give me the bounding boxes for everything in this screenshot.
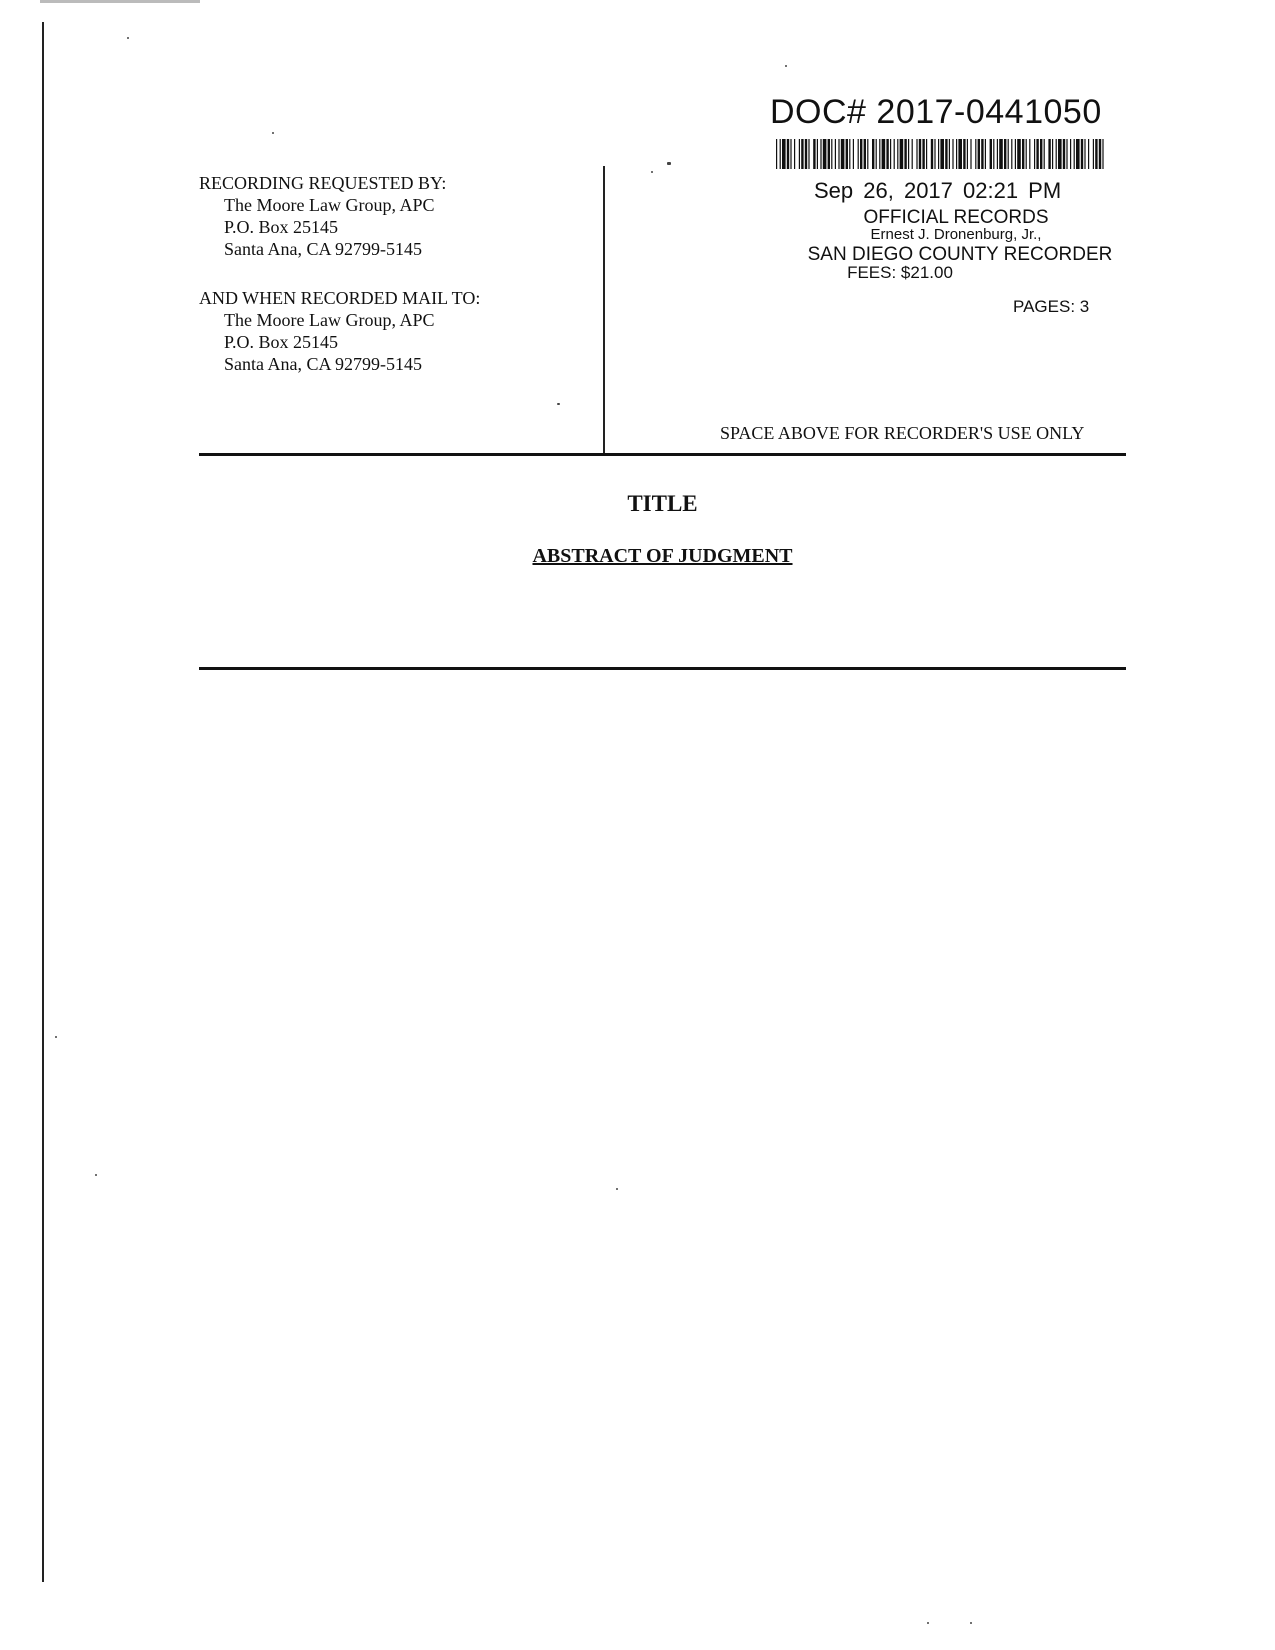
barcode-bar — [978, 139, 980, 169]
barcode-bar — [1034, 139, 1035, 169]
barcode-bar — [867, 139, 868, 169]
barcode-bar — [1102, 139, 1103, 169]
barcode-bar — [919, 139, 921, 169]
scan-speck — [127, 37, 129, 39]
scan-speck — [557, 403, 560, 405]
barcode-bar — [958, 139, 962, 169]
doc-number: DOC# 2017-0441050 — [770, 93, 1102, 131]
barcode-bar — [949, 139, 950, 169]
barcode-bar — [808, 139, 809, 169]
barcode-bar — [882, 139, 886, 169]
title-bottom-rule — [199, 667, 1126, 670]
scan-left-edge-line — [42, 22, 44, 1582]
barcode-bar — [805, 139, 807, 169]
barcode-bar — [1056, 139, 1057, 169]
recorder-space-notice: SPACE ABOVE FOR RECORDER'S USE ONLY — [720, 423, 1085, 443]
recorded-date-time: Sep 26, 2017 02:21 PM — [814, 178, 1062, 203]
barcode-bar — [1099, 139, 1101, 169]
barcode-bar — [890, 139, 891, 169]
title-top-rule — [199, 453, 1126, 456]
barcode-bar — [780, 139, 781, 169]
barcode-bar — [993, 139, 994, 169]
barcode-bar — [1048, 139, 1050, 169]
barcode-bar — [876, 139, 877, 169]
barcode-bar — [782, 139, 786, 169]
barcode-bar — [940, 139, 944, 169]
scan-edge-mark — [40, 0, 200, 3]
barcode-bar — [794, 139, 795, 169]
barcode — [776, 139, 1108, 169]
barcode-bar — [1052, 139, 1053, 169]
document-type-heading: ABSTRACT OF JUDGMENT — [532, 545, 793, 567]
barcode-bar — [1008, 139, 1009, 169]
barcode-bar — [1095, 139, 1097, 169]
mail-to-name: The Moore Law Group, APC — [224, 310, 435, 330]
barcode-bar — [879, 139, 880, 169]
barcode-bar — [831, 139, 832, 169]
barcode-bar — [934, 139, 935, 169]
barcode-bar — [894, 139, 895, 169]
barcode-bar — [813, 139, 815, 169]
scan-speck — [651, 171, 653, 173]
barcode-bar — [801, 139, 803, 169]
scan-speck — [785, 65, 787, 67]
barcode-bar — [963, 139, 965, 169]
barcode-bar — [970, 139, 971, 169]
barcode-bar — [1070, 139, 1071, 169]
scan-speck — [970, 1622, 972, 1624]
barcode-bar — [1011, 139, 1012, 169]
barcode-bar — [817, 139, 818, 169]
barcode-bar — [1084, 139, 1085, 169]
barcode-bar — [1063, 139, 1065, 169]
barcode-bar — [1026, 139, 1027, 169]
recorder-name: Ernest J. Dronenburg, Jr., — [870, 226, 1042, 243]
barcode-bar — [926, 139, 927, 169]
document-title-heading: TITLE — [627, 491, 698, 516]
barcode-bar — [967, 139, 968, 169]
barcode-bar — [916, 139, 917, 169]
barcode-bar — [1076, 139, 1080, 169]
barcode-bar — [790, 139, 791, 169]
barcode-bar — [1029, 139, 1030, 169]
barcode-bar — [1074, 139, 1075, 169]
barcode-bar — [981, 139, 983, 169]
barcode-bar — [900, 139, 904, 169]
barcode-bar — [922, 139, 924, 169]
barcode-bar — [841, 139, 845, 169]
barcode-bar — [985, 139, 986, 169]
barcode-bar — [897, 139, 898, 169]
barcode-bar — [1015, 139, 1016, 169]
barcode-bar — [904, 139, 906, 169]
scan-speck — [667, 162, 671, 165]
barcode-bar — [838, 139, 839, 169]
barcode-bar — [849, 139, 850, 169]
barcode-bar — [799, 139, 800, 169]
barcode-bar — [872, 139, 874, 169]
barcode-bar — [820, 139, 821, 169]
mail-to-po-box: P.O. Box 25145 — [224, 332, 339, 352]
barcode-bar — [828, 139, 830, 169]
barcode-bar — [908, 139, 909, 169]
barcode-bar — [1040, 139, 1042, 169]
county-recorder-label: SAN DIEGO COUNTY RECORDER — [807, 244, 1113, 265]
recording-requested-by-label: RECORDING REQUESTED BY: — [199, 173, 447, 193]
barcode-bar — [1081, 139, 1083, 169]
barcode-bar — [997, 139, 998, 169]
mail-to-label: AND WHEN RECORDED MAIL TO: — [199, 288, 481, 308]
header-vertical-divider — [603, 166, 605, 454]
barcode-bar — [999, 139, 1003, 169]
scan-speck — [927, 1622, 929, 1624]
barcode-bar — [990, 139, 992, 169]
barcode-bar — [1022, 139, 1024, 169]
recording-fees: FEES: $21.00 — [847, 263, 953, 282]
barcode-bar — [860, 139, 862, 169]
barcode-bar — [1088, 139, 1089, 169]
barcode-bar — [1066, 139, 1067, 169]
scan-speck — [272, 132, 274, 134]
barcode-bar — [1036, 139, 1038, 169]
barcode-bar — [1017, 139, 1021, 169]
barcode-bar — [823, 139, 827, 169]
barcode-bar — [912, 139, 913, 169]
page-count: PAGES: 3 — [1013, 297, 1090, 316]
barcode-bar — [952, 139, 953, 169]
barcode-bar — [853, 139, 854, 169]
mail-to-city: Santa Ana, CA 92799-5145 — [224, 354, 422, 374]
requester-name: The Moore Law Group, APC — [224, 195, 435, 215]
barcode-bar — [787, 139, 789, 169]
barcode-bar — [1044, 139, 1045, 169]
barcode-bar — [956, 139, 957, 169]
requester-po-box: P.O. Box 25145 — [224, 217, 339, 237]
mail-to-block — [199, 287, 480, 375]
scan-speck — [616, 1188, 618, 1190]
barcode-bar — [975, 139, 976, 169]
requester-city: Santa Ana, CA 92799-5145 — [224, 239, 422, 259]
barcode-bar — [835, 139, 836, 169]
barcode-bar — [945, 139, 947, 169]
barcode-bar — [864, 139, 866, 169]
barcode-bar — [886, 139, 888, 169]
recording-requested-by-block — [199, 172, 446, 260]
scan-speck — [55, 1036, 57, 1038]
barcode-bar — [1058, 139, 1062, 169]
barcode-bar — [1093, 139, 1094, 169]
barcode-bar — [1004, 139, 1006, 169]
barcode-bar — [938, 139, 939, 169]
barcode-bar — [931, 139, 933, 169]
barcode-bar — [776, 139, 777, 169]
official-records-label: OFFICIAL RECORDS — [863, 207, 1049, 228]
barcode-bar — [858, 139, 859, 169]
barcode-bar — [846, 139, 848, 169]
scan-speck — [95, 1174, 97, 1176]
